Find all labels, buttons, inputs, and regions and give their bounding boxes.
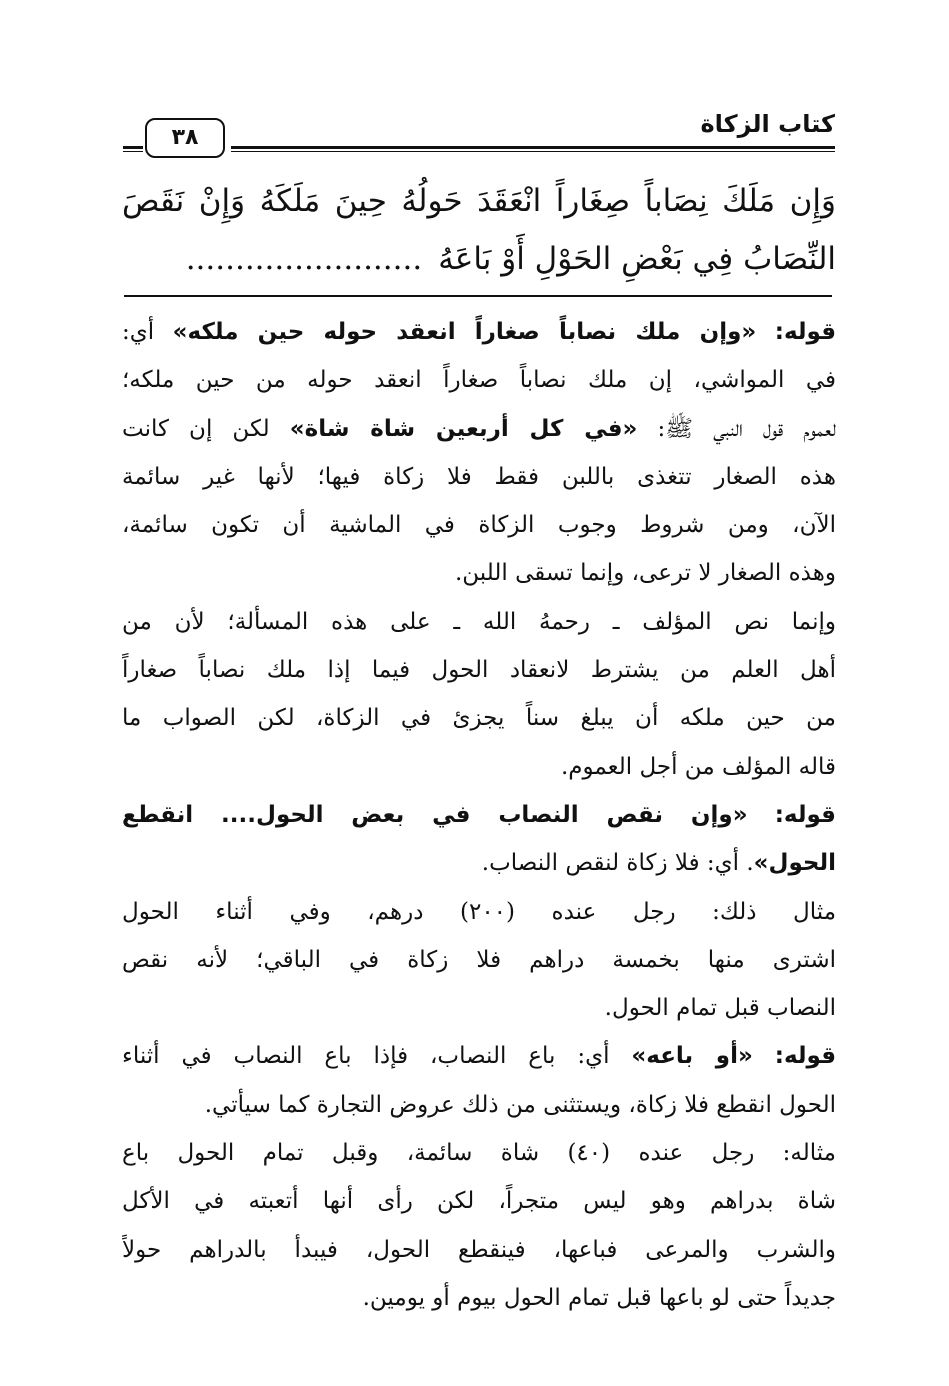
commentary-line: قاله المؤلف من أجل العموم. bbox=[560, 753, 836, 780]
commentary-line: وإنما نص المؤلف ـ رحمهُ الله ـ على هذه المسألة؛ لأن من bbox=[122, 608, 836, 635]
matn-quote: الحول» bbox=[753, 850, 836, 877]
matn-line bbox=[122, 230, 836, 288]
matn-quote: «وإن نقص النصاب في بعض الحول.... انقطع bbox=[122, 801, 748, 828]
matn-line-text: النِّصَابُ فِي بَعْضِ الحَوْلِ أَوْ بَاعَهُ bbox=[438, 241, 836, 277]
commentary-line: من حين ملكه أن يبلغ سناً يجزئ في الزكاة، لكن الصواب ما bbox=[122, 705, 836, 732]
qawluhu-label: قوله: bbox=[774, 319, 836, 345]
commentary-line: الآن، ومن شروط وجوب الزكاة في الماشية أن تكون سائمة، bbox=[122, 512, 836, 539]
matn-text bbox=[122, 172, 836, 288]
commentary-line: والشرب والمرعى فباعها، فينقطع الحول، فيبدأ بالدراهم حولاً bbox=[122, 1236, 836, 1263]
commentary-text bbox=[122, 308, 836, 1322]
commentary-line: الحول انقطع فلا زكاة، ويستثنى من ذلك عروض التجارة كما سيأتي. bbox=[204, 1091, 836, 1118]
commentary-line: مثال ذلك: رجل عنده (٢٠٠) درهم، وفي أثناء الحول bbox=[122, 898, 836, 925]
commentary-line bbox=[122, 791, 836, 839]
page-header bbox=[123, 100, 835, 162]
matn-line: وَإِن مَلَكَ نِصَاباً صِغَاراً انْعَقَدَ حَولُهُ حِينَ مَلَكَهُ وَإِنْ نَقَصَ bbox=[122, 183, 836, 219]
commentary-line bbox=[122, 405, 836, 453]
header-rule-left-thin bbox=[123, 151, 143, 152]
header-rule-thin bbox=[231, 151, 835, 152]
commentary-line: شاة بدراهم وهو ليس متجراً، لكن رأى أنها أتعبته في الأكل bbox=[122, 1188, 836, 1215]
header-rule-left bbox=[123, 146, 143, 149]
line-text: . أي: فلا زكاة لنقص النصاب. bbox=[481, 850, 754, 877]
line-text: أي: باع النصاب، فإذا باع النصاب في أثناء bbox=[122, 1043, 610, 1070]
chapter-title: كتاب الزكاة bbox=[700, 110, 835, 138]
commentary-line: مثاله: رجل عنده (٤٠) شاة سائمة، وقبل تمام الحول باع bbox=[122, 1140, 836, 1167]
matn-dots: ........................ bbox=[185, 241, 423, 277]
commentary-line: النصاب قبل تمام الحول. bbox=[604, 995, 836, 1022]
matn-quote: «أو باعه» bbox=[631, 1043, 753, 1070]
matn-quote: «وإن ملك نصاباً صغاراً انعقد حوله حين ملكه» bbox=[172, 319, 757, 345]
commentary-line bbox=[122, 1032, 836, 1080]
commentary-line: جديداً حتى لو باعها قبل تمام الحول بيوم أو يومين. bbox=[362, 1284, 836, 1311]
qawluhu-label: قوله: bbox=[774, 1043, 836, 1070]
commentary-line: في المواشي، إن ملك نصاباً صغاراً انعقد حوله من حين ملكه؛ bbox=[122, 367, 836, 394]
qawluhu-label: قوله: bbox=[774, 801, 836, 828]
commentary-line: وهذه الصغار لا ترعى، وإنما تسقى اللبن. bbox=[454, 560, 836, 587]
line-text: لكن إن كانت bbox=[122, 415, 270, 442]
line-text: لعموم قول النبي ﷺ: bbox=[657, 415, 836, 442]
commentary-line bbox=[122, 308, 836, 356]
commentary-line: هذه الصغار تتغذى باللبن فقط فلا زكاة فيها؛ لأنها غير سائمة bbox=[122, 463, 836, 490]
commentary-line: اشترى منها بخمسة دراهم فلا زكاة في الباقي؛ لأنه نقص bbox=[122, 946, 836, 973]
commentary-line: أهل العلم من يشترط لانعقاد الحول فيما إذا ملك نصاباً صغاراً bbox=[122, 657, 836, 684]
hadith-quote: «في كل أربعين شاة شاة» bbox=[289, 415, 638, 442]
line-text: أي: bbox=[122, 319, 155, 345]
page-number: ٣٨ bbox=[145, 118, 225, 158]
separator-rule bbox=[124, 295, 832, 297]
header-rule bbox=[231, 146, 835, 149]
commentary-line bbox=[122, 839, 836, 887]
